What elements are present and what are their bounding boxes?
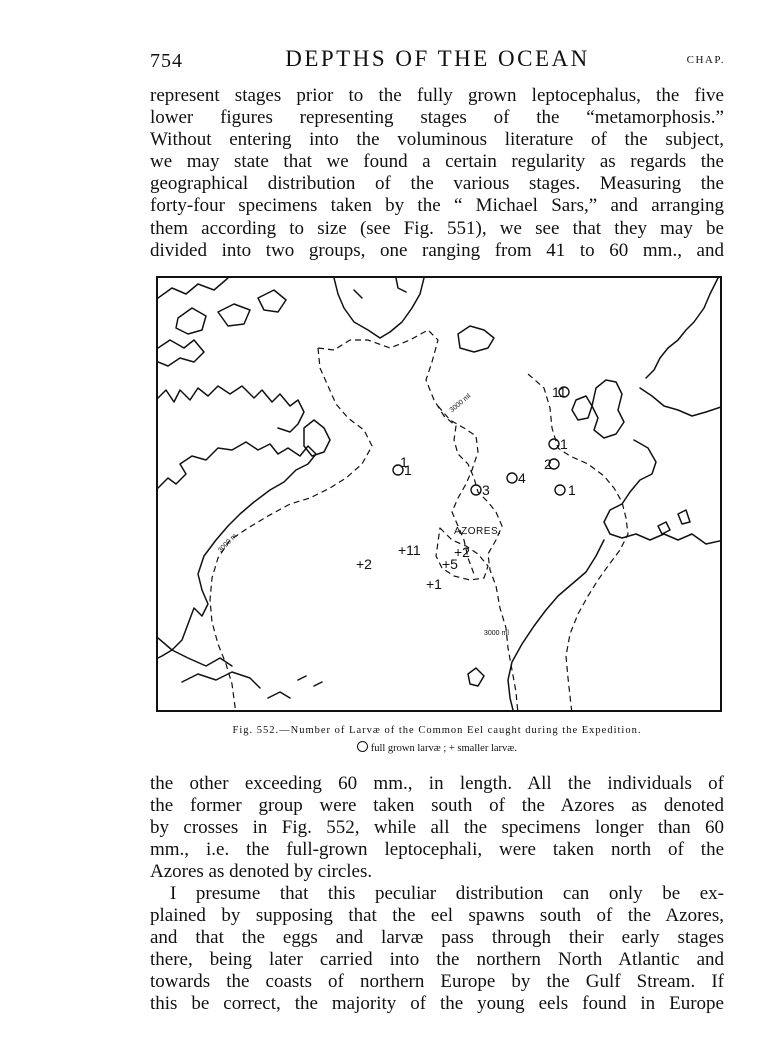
cross-count-label: +11 — [398, 542, 421, 558]
depth-label: 3000 ml — [484, 630, 509, 637]
depth-contour-east — [528, 374, 628, 712]
newfoundland — [304, 420, 330, 456]
text-line: mm., i.e. the full-grown leptocephali, were taken north of the — [150, 839, 724, 861]
circle-count-label: 4 — [518, 470, 526, 486]
caribbean-islands — [182, 668, 484, 698]
mediterranean-islands — [658, 510, 690, 534]
europe-coast — [604, 388, 722, 544]
chapter-label: CHAP. — [686, 54, 725, 66]
british-isles — [572, 380, 624, 438]
circle-count-label: 3 — [482, 482, 490, 498]
text-line: there, being later carried into the northern North Atlantic and — [150, 949, 724, 971]
paragraph-bottom-2 — [150, 883, 724, 1016]
figure-legend — [150, 741, 724, 754]
canadian-islands — [158, 278, 286, 366]
depth-label: 3000 ml — [448, 392, 473, 415]
text-line: Without entering into the voluminous literature of the subject, — [150, 129, 724, 151]
text-line: geographical distribution of the various stages. Measuring the — [150, 173, 724, 195]
figure-caption: Fig. 552.—Number of Larvæ of the Common Eel caught during the Expedition. — [232, 725, 642, 736]
depth-contour-west — [210, 348, 372, 712]
text-line: Azores as denoted by circles. — [150, 861, 373, 883]
text-line: I presume that this peculiar distribution can only be ex- — [170, 883, 724, 904]
running-title: DEPTHS OF THE OCEAN — [285, 46, 590, 71]
circle-count-label: 1 — [400, 454, 408, 470]
cross-count-label: +1 — [426, 576, 442, 592]
cross-count-label: +5 — [442, 556, 458, 572]
text-line: the former group were taken south of the Azores as denoted — [150, 795, 724, 817]
text-line: towards the coasts of northern Europe by the Gulf Stream. If — [150, 971, 724, 993]
iceland — [458, 326, 494, 352]
text-line: plained by supposing that the eel spawns south of the Azores, — [150, 905, 724, 927]
north-america-coast — [158, 442, 316, 658]
circle-legend-icon — [357, 741, 368, 752]
greenland — [334, 278, 424, 338]
circle-marker — [471, 485, 481, 495]
text-line: represent stages prior to the fully grown leptocephalus, the five — [150, 85, 724, 106]
text-line: lower figures representing stages of the “metamorphosis.” — [150, 107, 724, 129]
circle-count-label: 1 — [560, 436, 568, 452]
africa-coast — [508, 540, 604, 712]
depth-contour-north — [318, 330, 518, 712]
text-line: by crosses in Fig. 552, while all the specimens longer than 60 — [150, 817, 724, 839]
text-line: and that the eggs and larvæ pass through their early stages — [150, 927, 724, 949]
circle-marker — [549, 439, 559, 449]
map-drawing — [158, 278, 722, 712]
circle-count-label: 1 — [568, 482, 576, 498]
circle-marker — [555, 485, 565, 495]
circle-markers — [393, 387, 569, 495]
text-line: forty-four specimens taken by the “ Michael Sars,” and arranging — [150, 195, 724, 217]
circle-count-label: 1 — [404, 462, 412, 478]
text-line: them according to size (see Fig. 551), we see that they may be — [150, 217, 724, 239]
text-line: divided into two groups, one ranging from 41 to 60 mm., and — [150, 239, 724, 261]
text-line: this be correct, the majority of the young eels found in Europe — [150, 993, 724, 1015]
page-header — [150, 46, 725, 80]
legend-smaller: + smaller larvæ. — [448, 743, 517, 754]
page-number: 754 — [150, 50, 183, 72]
azores-label: AZORES. — [454, 526, 502, 537]
circle-count-label: 2 — [544, 456, 552, 472]
text-line: the other exceeding 60 mm., in length. All the individuals of — [150, 773, 724, 794]
paragraph-bottom-1 — [150, 773, 724, 883]
text-line: we may state that we found a certain regularity as regards the — [150, 151, 724, 173]
norway-coast — [646, 278, 718, 378]
cross-count-label: +2 — [356, 556, 372, 572]
labrador-coast — [158, 386, 304, 432]
depth-label: 3000 m — [216, 532, 239, 555]
paragraph-top — [150, 85, 724, 262]
legend-full-grown: full grown larvæ ; — [370, 743, 447, 754]
circle-marker — [507, 473, 517, 483]
figure-map — [156, 276, 722, 712]
circle-count-label: 11 — [552, 384, 567, 400]
cross-count-label: +2 — [454, 544, 470, 560]
